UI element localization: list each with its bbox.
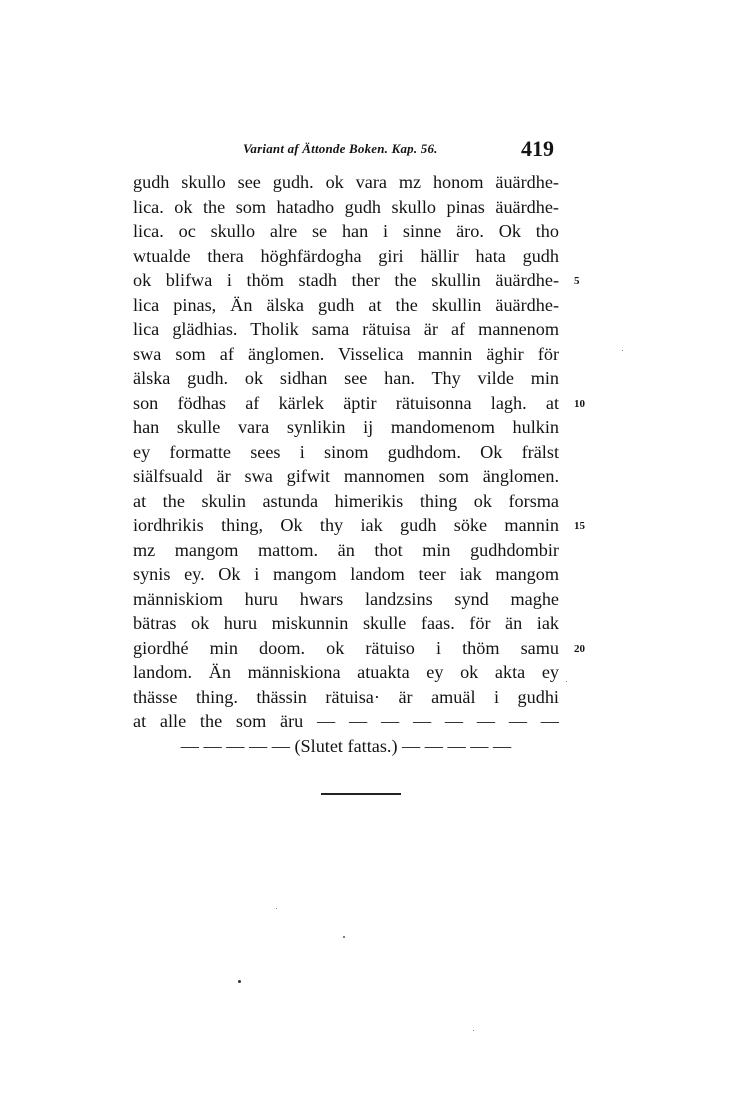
- text-line: at alle the som äru — — — — — — — —: [133, 711, 559, 731]
- text-line: thässe thing. thässin rätuisa· är amuäl i gudhi: [133, 686, 559, 707]
- print-speck: [343, 936, 345, 938]
- text-line: ok blifwa i thöm stadh ther the skullin äuärdhe- 5: [133, 268, 559, 293]
- text-line: iordhrikis thing, Ok thy iak gudh söke mannin 15: [133, 513, 559, 538]
- text-line: lica. ok the som hatadho gudh skullo pinas äuärdhe-: [133, 196, 559, 217]
- text-line: lica. oc skullo alre se han i sinne äro. Ok tho: [133, 221, 559, 241]
- print-speck: [238, 980, 241, 983]
- text-line: son födhas af kärlek äptir rätuisonna lagh. at 10: [133, 391, 559, 416]
- text-line: synis ey. Ok i mangom landom teer iak mangom: [133, 564, 559, 584]
- print-speck: [622, 350, 623, 351]
- text-line: lica glädhias. Tholik sama rätuisa är af mannenom: [133, 319, 559, 339]
- text-line: han skulle vara synlikin ij mandomenom hulkin: [133, 417, 559, 437]
- line-number-marker: 20: [574, 642, 585, 655]
- text-line: swa som af änglomen. Visselica mannin äghir för: [133, 343, 559, 364]
- line-number-marker: 5: [574, 275, 580, 287]
- text-line: giordhé min doom. ok rätuiso i thöm samu 20: [133, 636, 559, 661]
- text-line: människiom huru hwars landzsins synd maghe: [133, 588, 559, 609]
- text-line: bätras ok huru miskunnin skulle faas. för än iak: [133, 613, 559, 633]
- text-line: gudh skullo see gudh. ok vara mz honom äuärdhe-: [133, 172, 559, 192]
- print-speck: [473, 1030, 474, 1031]
- text-line: älska gudh. ok sidhan see han. Thy vilde min: [133, 368, 559, 388]
- body-text: [133, 170, 585, 758]
- text-line: landom. Än människiona atuakta ey ok akta ey: [133, 662, 559, 682]
- print-speck: [566, 681, 567, 682]
- text-line-closing: — — — — — (Slutet fattas.) — — — — —: [180, 735, 512, 756]
- print-speck: [276, 908, 277, 909]
- text-line: siälfsuald är swa gifwit mannomen som änglomen.: [133, 466, 559, 486]
- text-line: ey formatte sees i sinom gudhdom. Ok frälst: [133, 441, 559, 462]
- running-title: Variant af Ättonde Boken. Kap. 56.: [243, 141, 438, 156]
- text-line: at the skulin astunda himerikis thing ok forsma: [133, 490, 559, 511]
- page-number: 419: [521, 136, 554, 161]
- page-header: [133, 136, 558, 166]
- text-line: lica pinas, Än älska gudh at the skullin äuärdhe-: [133, 294, 559, 315]
- text-line: mz mangom mattom. än thot min gudhdombir: [133, 539, 559, 560]
- text-line: wtualde thera höghfärdogha giri hällir hata gudh: [133, 245, 559, 266]
- line-number-marker: 10: [574, 397, 585, 410]
- line-number-marker: 15: [574, 520, 585, 532]
- section-end-rule: [321, 793, 401, 795]
